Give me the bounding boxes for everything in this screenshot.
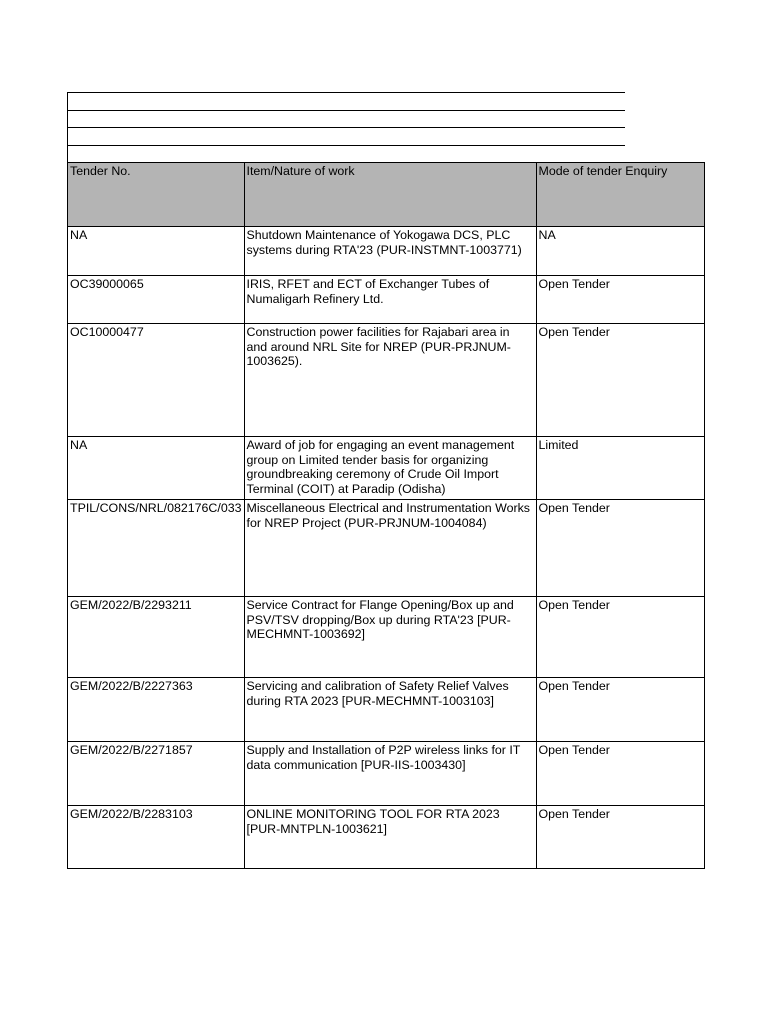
table-row — [68, 742, 705, 806]
top-rule-4 — [67, 145, 625, 146]
item-cell: ONLINE MONITORING TOOL FOR RTA 2023 [PUR-MNTPLN-1003621] — [244, 806, 536, 869]
tender-table — [67, 162, 705, 869]
table-row — [68, 678, 705, 742]
item-cell: IRIS, RFET and ECT of Exchanger Tubes of Numaligarh Refinery Ltd. — [244, 276, 536, 324]
tender-no-cell: GEM/2022/B/2283103 — [68, 806, 245, 869]
table-row — [68, 500, 705, 597]
mode-cell: Open Tender — [536, 276, 704, 324]
tender-no-cell: NA — [68, 437, 245, 500]
table-row — [68, 597, 705, 678]
tender-no-cell: GEM/2022/B/2227363 — [68, 678, 245, 742]
tender-no-cell: OC39000065 — [68, 276, 245, 324]
tender-no-cell: GEM/2022/B/2293211 — [68, 597, 245, 678]
tender-no-cell: TPIL/CONS/NRL/082176C/033 — [68, 500, 245, 597]
mode-cell: Open Tender — [536, 500, 704, 597]
header-tender-no: Tender No. — [68, 163, 245, 227]
item-cell: Service Contract for Flange Opening/Box up and PSV/TSV dropping/Box up during RTA'23 [PUR-MECHMNT-1003692] — [244, 597, 536, 678]
tender-no-cell: NA — [68, 227, 245, 276]
table-row — [68, 437, 705, 500]
tender-no-cell: GEM/2022/B/2271857 — [68, 742, 245, 806]
mode-cell: Limited — [536, 437, 704, 500]
item-cell: Award of job for engaging an event management group on Limited tender basis for organizing groundbreaking ceremony of Crude Oil Import Terminal (COIT) at Paradip (Odisha) — [244, 437, 536, 500]
top-left-border — [67, 92, 68, 163]
item-cell: Supply and Installation of P2P wireless links for IT data communication [PUR-IIS-1003430] — [244, 742, 536, 806]
table-header-row — [68, 163, 705, 227]
mode-cell: NA — [536, 227, 704, 276]
mode-cell: Open Tender — [536, 806, 704, 869]
top-rule-3 — [67, 127, 625, 128]
tender-no-cell: OC10000477 — [68, 324, 245, 437]
table-row — [68, 806, 705, 869]
header-item: Item/Nature of work — [244, 163, 536, 227]
table-row — [68, 227, 705, 276]
item-cell: Servicing and calibration of Safety Relief Valves during RTA 2023 [PUR-MECHMNT-1003103] — [244, 678, 536, 742]
mode-cell: Open Tender — [536, 597, 704, 678]
table-row — [68, 324, 705, 437]
table-row — [68, 276, 705, 324]
top-rule-1 — [67, 92, 625, 93]
mode-cell: Open Tender — [536, 324, 704, 437]
top-rule-2 — [67, 110, 625, 111]
item-cell: Shutdown Maintenance of Yokogawa DCS, PLC systems during RTA'23 (PUR-INSTMNT-1003771) — [244, 227, 536, 276]
item-cell: Miscellaneous Electrical and Instrumentation Works for NREP Project (PUR-PRJNUM-1004084) — [244, 500, 536, 597]
header-mode: Mode of tender Enquiry — [536, 163, 704, 227]
mode-cell: Open Tender — [536, 742, 704, 806]
item-cell: Construction power facilities for Rajabari area in and around NRL Site for NREP (PUR-PRJNUM-1003625). — [244, 324, 536, 437]
mode-cell: Open Tender — [536, 678, 704, 742]
